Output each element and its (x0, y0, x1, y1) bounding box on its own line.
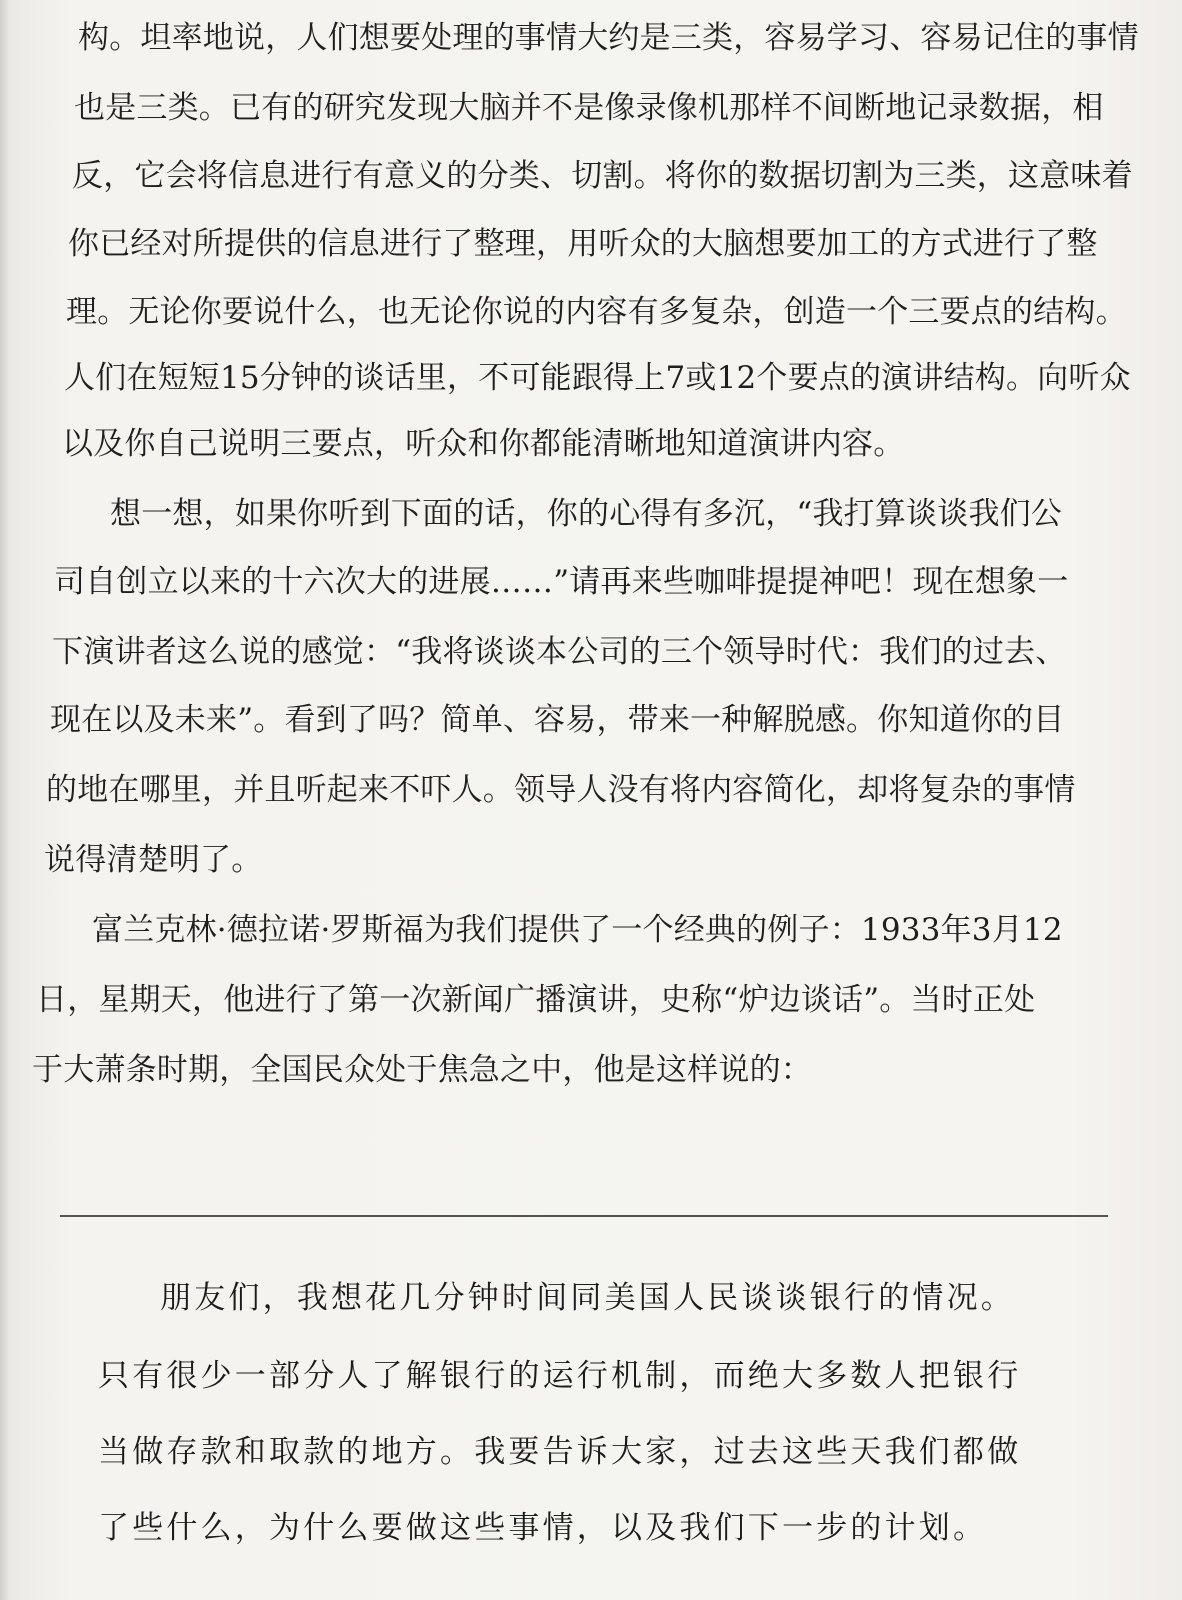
paragraph-1-line: 构。坦率地说，人们想要处理的事情大约是三类，容易学习、容易记住的事情 (78, 20, 1139, 56)
paragraph-2-line: 下演讲者这么说的感觉：“我将谈谈本公司的三个领导时代：我们的过去、 (52, 634, 1067, 670)
paragraph-2-line: 司自创立以来的十六次大的进展……”请再来些咖啡提提神吧！现在想象一 (54, 564, 1069, 600)
paragraph-2-line: 的地在哪里，并且听起来不吓人。领导人没有将内容简化，却将复杂的事情 (46, 772, 1076, 808)
paragraph-1-line: 反，它会将信息进行有意义的分类、切割。将你的数据切割为三类，这意味着 (72, 158, 1133, 194)
quote-divider (60, 1215, 1108, 1217)
paragraph-2-line: 现在以及未来”。看到了吗？简单、容易，带来一种解脱感。你知道你的目 (50, 702, 1065, 738)
quote-line: 了些什么，为什么要做这些事情，以及我们下一步的计划。 (98, 1510, 988, 1546)
quote-line: 只有很少一部分人了解银行的运行机制，而绝大多数人把银行 (98, 1358, 1022, 1394)
paragraph-1-line: 理。无论你要说什么，也无论你说的内容有多复杂，创造一个三要点的结构。 (66, 294, 1127, 330)
quote-line: 当做存款和取款的地方。我要告诉大家，过去这些天我们都做 (98, 1434, 1022, 1470)
quote-line: 朋友们，我想花几分钟时间同美国人民谈谈银行的情况。 (160, 1280, 1015, 1316)
page-gutter-shadow (0, 0, 10, 1600)
paragraph-3-line: 日，星期天，他进行了第一次新闻广播演讲，史称“炉边谈话”。当时正处 (36, 982, 1036, 1018)
paragraph-1-line: 人们在短短15分钟的谈话里，不可能跟得上7或12个要点的演讲结构。向听众 (64, 360, 1131, 396)
paragraph-3-line: 于大萧条时期，全国民众处于焦急之中，他是这样说的： (32, 1052, 812, 1088)
paragraph-2-line: 说得清楚明了。 (44, 842, 263, 878)
paragraph-1-line: 你已经对所提供的信息进行了整理，用听众的大脑想要加工的方式进行了整 (68, 226, 1098, 262)
paragraph-3-line: 富兰克林·德拉诺·罗斯福为我们提供了一个经典的例子：1933年3月12 (92, 912, 1063, 948)
paragraph-2-line: 想一想，如果你听到下面的话，你的心得有多沉，“我打算谈谈我们公 (110, 496, 1063, 532)
paragraph-1-line: 也是三类。已有的研究发现大脑并不是像录像机那样不间断地记录数据，相 (74, 90, 1104, 126)
paragraph-1-line: 以及你自己说明三要点，听众和你都能清晰地知道演讲内容。 (62, 426, 905, 462)
